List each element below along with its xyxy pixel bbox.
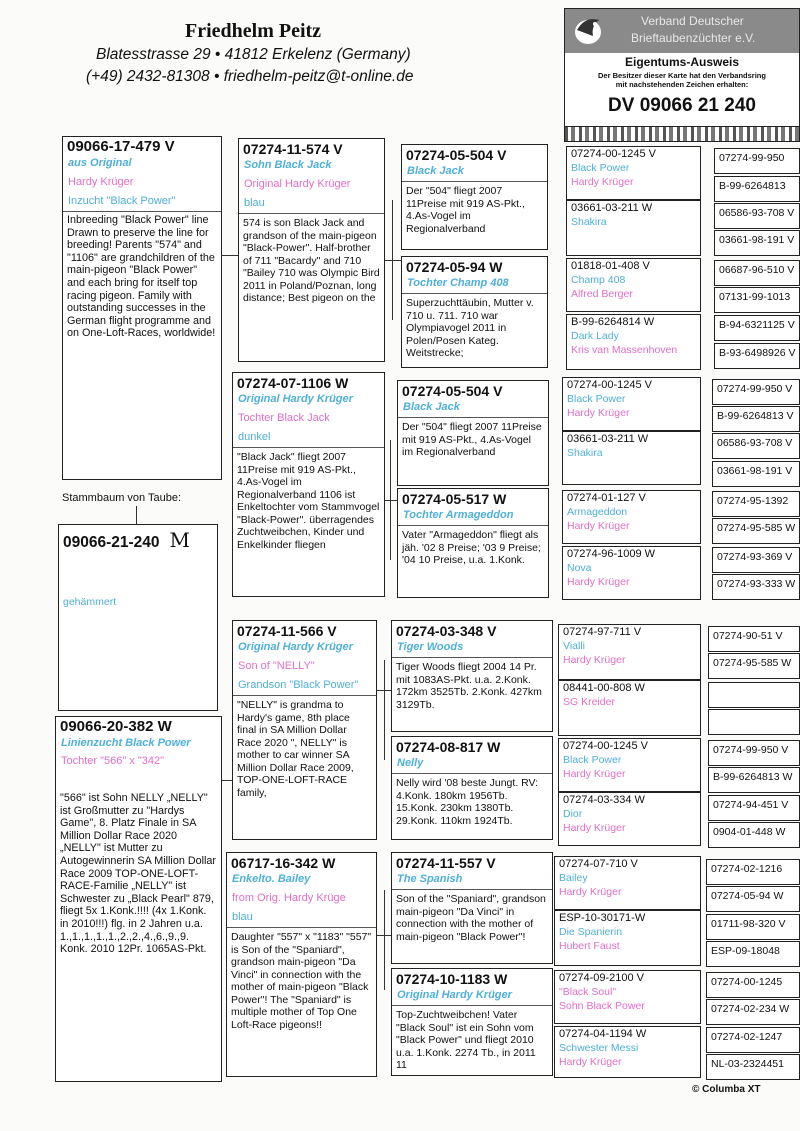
grandsire-box [238,138,385,362]
g4-ring: 08441-00-808 W [563,682,645,694]
g4-box [554,910,701,966]
card-title: Eigentums-Ausweis [624,55,740,69]
g5-cell: 07274-02-1247 [706,1027,800,1053]
ggp2-name: Tochter Champ 408 [407,277,509,289]
sire-ring: 09066-17-479 V [67,138,175,155]
g4-name: Shakira [571,216,607,228]
g4-box [562,431,701,485]
ggp3-ring: 07274-05-504 V [402,383,503,399]
g5-cell: 07274-05-94 W [706,886,800,912]
gp2-ring: 07274-07-1106 W [237,375,349,391]
ggp-box [391,968,553,1076]
g4-box [562,377,701,431]
g5-cell: 07274-93-333 W [712,574,800,600]
g4-breeder: Hardy Krüger [563,654,626,666]
g4-box [562,490,701,544]
g4-name: "Black Soul" [559,986,617,998]
g4-name: Dark Lady [571,330,619,342]
g4-name: Dior [563,808,583,820]
granddam-box [232,372,385,597]
g5-cell: ESP-09-18048 [706,941,800,967]
ggp4-description: Vater "Armageddon" fliegt als jäh. '02 8 Preise; '03 9 Preise; '04 10 Preise, u.a. 1.Konk. [402,529,541,566]
dam-line2: Tochter "566" x "342" [61,755,165,767]
g4-ring: 07274-09-2100 V [559,972,645,984]
software-credit: © Columba XT [692,1084,761,1095]
breeder-contact: (+49) 2432-81308 • friedhelm-peitz@t-online.de [86,68,414,85]
g4-ring: 07274-00-1245 V [571,148,657,160]
ggp-box [397,488,549,598]
ggp8-name: Original Hardy Krüger [397,989,512,1001]
g5-cell: 07274-95-1392 [712,491,800,517]
gp4-ring: 06717-16-342 W [231,855,336,871]
g4-ring: 01818-01-408 V [571,260,650,272]
g5-cell: B-99-6264813 V [712,406,800,432]
ggp4-name: Tochter Armageddon [403,509,514,521]
g4-name: Armageddon [567,506,628,518]
g5-cell: 06586-93-708 V [714,203,800,229]
gp2-line2: Tochter Black Jack [238,412,330,424]
g4-ring: 07274-96-1009 W [567,548,656,560]
ggp3-description: Der "504" fliegt 2007 11Preise mit 919 AS-Pkt., 4.As-Vogel im Regionalverband [402,421,542,458]
ggp1-ring: 07274-05-504 V [406,147,507,163]
g5-cell: 07131-99-1013 [714,287,800,313]
card-subtitle-2: mit nachstehenden Zeichen erhalten: [615,80,749,89]
grandsire-box [232,620,377,840]
granddam-box [226,852,377,1077]
gp2-line3: dunkel [238,431,271,443]
g5-cell: 03661-98-191 V [714,230,800,256]
g4-breeder: Hardy Krüger [559,1056,622,1068]
g5-cell: B-99-6264813 W [708,767,800,793]
g4-ring: 03661-03-211 W [571,202,653,214]
g4-name: Black Power [567,393,626,405]
g5-cell: B-99-6264813 [714,176,800,202]
g4-name: Vialli [563,640,585,652]
g4-breeder: Sohn Black Power [559,1000,645,1012]
g5-cell: 07274-00-1245 [706,972,800,998]
g4-breeder: Hardy Krüger [563,822,626,834]
ggp8-description: Top-Zuchtweibchen! Vater "Black Soul" ist ein Sohn vom "Black Power" und fliegt 2010 u.a. 1.Konk. 2274 Tb., in 2011 11 [396,1009,536,1071]
breeder-address: Blatesstrasse 29 • 41812 Erkelenz (Germany) [96,46,411,63]
g5-cell: 06687-96-510 V [714,260,800,286]
connector [384,660,385,760]
g5-cell: 07274-94-451 V [708,795,800,821]
g4-ring: 07274-01-127 V [567,492,646,504]
g5-cell: 07274-95-585 W [708,653,800,679]
g4-name: Bailey [559,872,588,884]
gp4-line2: from Orig. Hardy Krüge [232,892,346,904]
g4-name: Black Power [563,754,622,766]
ggp1-name: Black Jack [407,165,464,177]
ggp-box [391,736,553,840]
ggp5-ring: 07274-03-348 V [396,623,497,639]
gp1-description: 574 is son Black Jack and grandson of the main-pigeon "Black-Power". Half-brother of 711 "Bacardy" and 710 "Bailey 710 was Olympic Bird 2011 in Poland/Poznan, long distance; Best pigeon on the [243,217,380,304]
dam-ring: 09066-20-382 W [60,718,172,735]
ggp8-ring: 07274-10-1183 W [396,971,508,987]
card-ring-number: DV 09066 21 240 [608,95,756,116]
gp3-line2: Son of "NELLY" [238,660,315,672]
g5-cell: 07274-90-51 V [708,626,800,652]
subject-note: gehämmert [63,596,117,608]
ggp-box [401,144,548,250]
gp1-ring: 07274-11-574 V [243,141,343,157]
gp4-description: Daughter "557" x "1183" "557" is Son of the "Spaniard", grandson main-pigeon "Da Vinci" in connection with the mother of main-pigeon "Black Power"! The "Spaniard" is multiple mother of Top One Loft-Race pigeons!! [231,931,372,1031]
gp3-line1: Original Hardy Krüger [238,641,353,653]
g4-breeder: Hardy Krüger [567,576,630,588]
g5-cell: 07274-99-950 V [712,379,800,405]
ggp6-description: Nelly wird '08 beste Jungt. RV: 4.Konk. 180km 1956Tb. 15.Konk. 230km 1380Tb. 29.Konk. 110km 1924Tb. [396,777,539,827]
dam-line1: Linienzucht Black Power [61,737,191,749]
g4-ring: 07274-97-711 V [563,626,642,638]
g5-cell: B-93-6498926 V [714,343,800,369]
g4-box [554,1026,701,1078]
sire-box [62,136,222,480]
g4-box [562,546,701,600]
sire-description: Inbreeding "Black Power" line Drawn to preserve the line for breeding! Parents "574" and "1106" are grandchildren of the main-pigeon "Black Power" and each bring for itself top racing pigeon. Family with outstanding successes in the German flight programme and on One-Loft-Races, worldwide! [67,214,216,340]
g5-cell: 07274-02-1216 [706,859,800,885]
g4-name: Shakira [567,447,603,459]
dam-description: "566" ist Sohn NELLY „NELLY" ist Großmutter zu "Hardys Game", 8. Platz Finale in SA Million Dollar Race 2020 „NELLY" ist Mutter zu Autogewinnerin SA Million Dollar Race 2009 TOP-ONE-LOFT-RACE-Familie „NELLY" ist Schwester zu „Black Pearl" 879, fliegt 5x 1.Konk.!!!! (4x 1.Konk. in 2010!!!) flg. in 2 Jahren u.a. 1.,1.,1.,1.,1.,2.,2.,4.,6.,9.,9. Konk. 2010 12Pr. 1065AS-Pkt. [60,792,217,956]
breeder-name: Friedhelm Peitz [185,20,322,42]
connector [384,890,385,990]
g4-name: Nova [567,562,592,574]
card-header [565,9,799,53]
gp4-line3: blau [232,911,253,923]
g4-box [566,200,701,256]
pedigree-caption: Stammbaum von Taube: [62,492,182,504]
card-org-line2: Brieftaubenzüchter e.V. [631,31,756,45]
ggp2-description: Superzuchttäubin, Mutter v. 710 u. 711. 710 war Olympiavogel 2011 in Polen/Posen Kateg. Weitstrecke; [406,297,534,359]
gp2-description: "Black Jack" fliegt 2007 11Preise mit 919 AS-Pkt., 4.As-Vogel im Regionalverband 1106 ist Enkeltochter vom Stammvogel "Black-Power". überragendes Zuchtweibchen, Kinder und Enkelkinder fliegen [237,451,380,551]
g5-cell: 06586-93-708 V [712,433,800,459]
gp3-ring: 07274-11-566 V [237,623,337,639]
connector [385,500,397,501]
g4-name: SG Kreider [563,696,615,708]
g5-cell: 01711-98-320 V [706,914,800,940]
ggp7-ring: 07274-11-557 V [396,855,496,871]
sire-line2: Hardy Krüger [68,176,134,188]
g5-cell [708,709,800,735]
g4-box [566,258,701,312]
g4-name: Die Spanierin [559,926,623,938]
subject-box [58,524,218,711]
g4-box [558,738,701,792]
gp1-line2: Original Hardy Krüger [244,178,351,190]
ggp6-ring: 07274-08-817 W [396,739,501,755]
ggp-box [397,380,549,486]
connector [392,200,393,320]
card-subtitle-1: Der Besitzer dieser Karte hat den Verbandsring [598,71,766,80]
g5-cell: 03661-98-191 V [712,461,800,487]
g4-ring: 07274-03-334 W [563,794,645,806]
g4-breeder: Alfred Berger [571,288,633,300]
connector [390,440,391,560]
subject-sex-mark: M [169,528,191,552]
g4-box [558,680,701,736]
g4-name: Champ 408 [571,274,626,286]
sire-line1: aus Original [68,157,132,169]
g5-cell: 07274-93-369 V [712,547,800,573]
g5-cell: NL-03-2324451 [706,1054,800,1080]
ggp1-description: Der "504" fliegt 2007 11Preise mit 919 AS-Pkt., 4.As-Vogel im Regionalverband [406,185,525,235]
g4-name: Black Power [571,162,630,174]
g4-ring: ESP-10-30171-W [559,912,646,924]
gp3-description: "NELLY" is grandma to Hardy's game, 8th place final in SA Million Dollar Race 2020 ", NELLY" is mother to car winner SA Million Dollar Race 2009, TOP-ONE-LOFT-RACE family, [237,699,354,799]
g4-ring: 07274-00-1245 V [567,379,653,391]
ownership-card [564,8,800,142]
g4-box [554,856,701,910]
g4-ring: B-99-6264814 W [571,316,655,328]
g4-ring: 03661-03-211 W [567,433,649,445]
gp1-line3: blau [244,197,265,209]
subject-ring: 09066-21-240 [63,534,160,551]
gp4-line1: Enkelto. Bailey [232,873,311,885]
ggp-box [401,256,548,368]
ggp4-ring: 07274-05-517 W [402,491,507,507]
ggp7-description: Son of the "Spaniard", grandson main-pigeon "Da Vinci" in connection with the mother of main-pigeon "Black Power"! [396,893,546,943]
g4-breeder: Hardy Krüger [563,768,626,780]
g4-breeder: Hardy Krüger [571,176,634,188]
ggp6-name: Nelly [397,757,424,769]
g5-cell: 07274-99-950 [714,148,800,174]
g4-breeder: Hardy Krüger [567,520,630,532]
connector [222,255,238,256]
g4-name: Schwester Messi [559,1042,639,1054]
g4-box [554,970,701,1024]
g4-breeder: Kris van Massenhoven [571,344,678,356]
g4-box [558,624,701,680]
g5-cell: 0904-01-448 W [708,822,800,848]
g4-breeder: Hardy Krüger [567,407,630,419]
g4-breeder: Hubert Faust [559,940,620,952]
sire-line3: Inzucht "Black Power" [68,195,176,207]
ggp7-name: The Spanish [397,873,463,885]
gp2-line1: Original Hardy Krüger [238,393,353,405]
card-org-line1: Verband Deutscher [641,14,744,28]
dove-icon [571,12,605,48]
ggp-box [391,852,553,964]
g5-cell: B-94-6321125 V [714,315,800,341]
g4-box [566,314,701,370]
ggp5-description: Tiger Woods fliegt 2004 14 Pr. mit 1083AS-Pkt. u.a. 2.Konk. 172km 3525Tb. 2.Konk. 427km 3129Tb. [396,661,542,711]
dam-box [55,716,222,1082]
ggp5-name: Tiger Woods [397,641,464,653]
gp1-line1: Sohn Black Jack [244,159,332,171]
g4-ring: 07274-07-710 V [559,858,638,870]
connector [385,260,401,261]
ggp-box [391,620,553,732]
g5-cell: 07274-02-234 W [706,999,800,1025]
g5-cell: 07274-99-950 V [708,740,800,766]
ggp3-name: Black Jack [403,401,460,413]
g4-ring: 07274-04-1194 W [559,1028,647,1040]
g4-breeder: Hardy Krüger [559,886,622,898]
g4-box [558,792,701,846]
connector [222,780,232,781]
g4-box [566,146,701,200]
gp3-line3: Grandson "Black Power" [238,679,359,691]
card-pattern-band [565,126,799,141]
g5-cell: 07274-95-585 W [712,518,800,544]
g5-cell [708,682,800,708]
g4-ring: 07274-00-1245 V [563,740,649,752]
ggp2-ring: 07274-05-94 W [406,259,503,275]
connector [136,506,137,524]
